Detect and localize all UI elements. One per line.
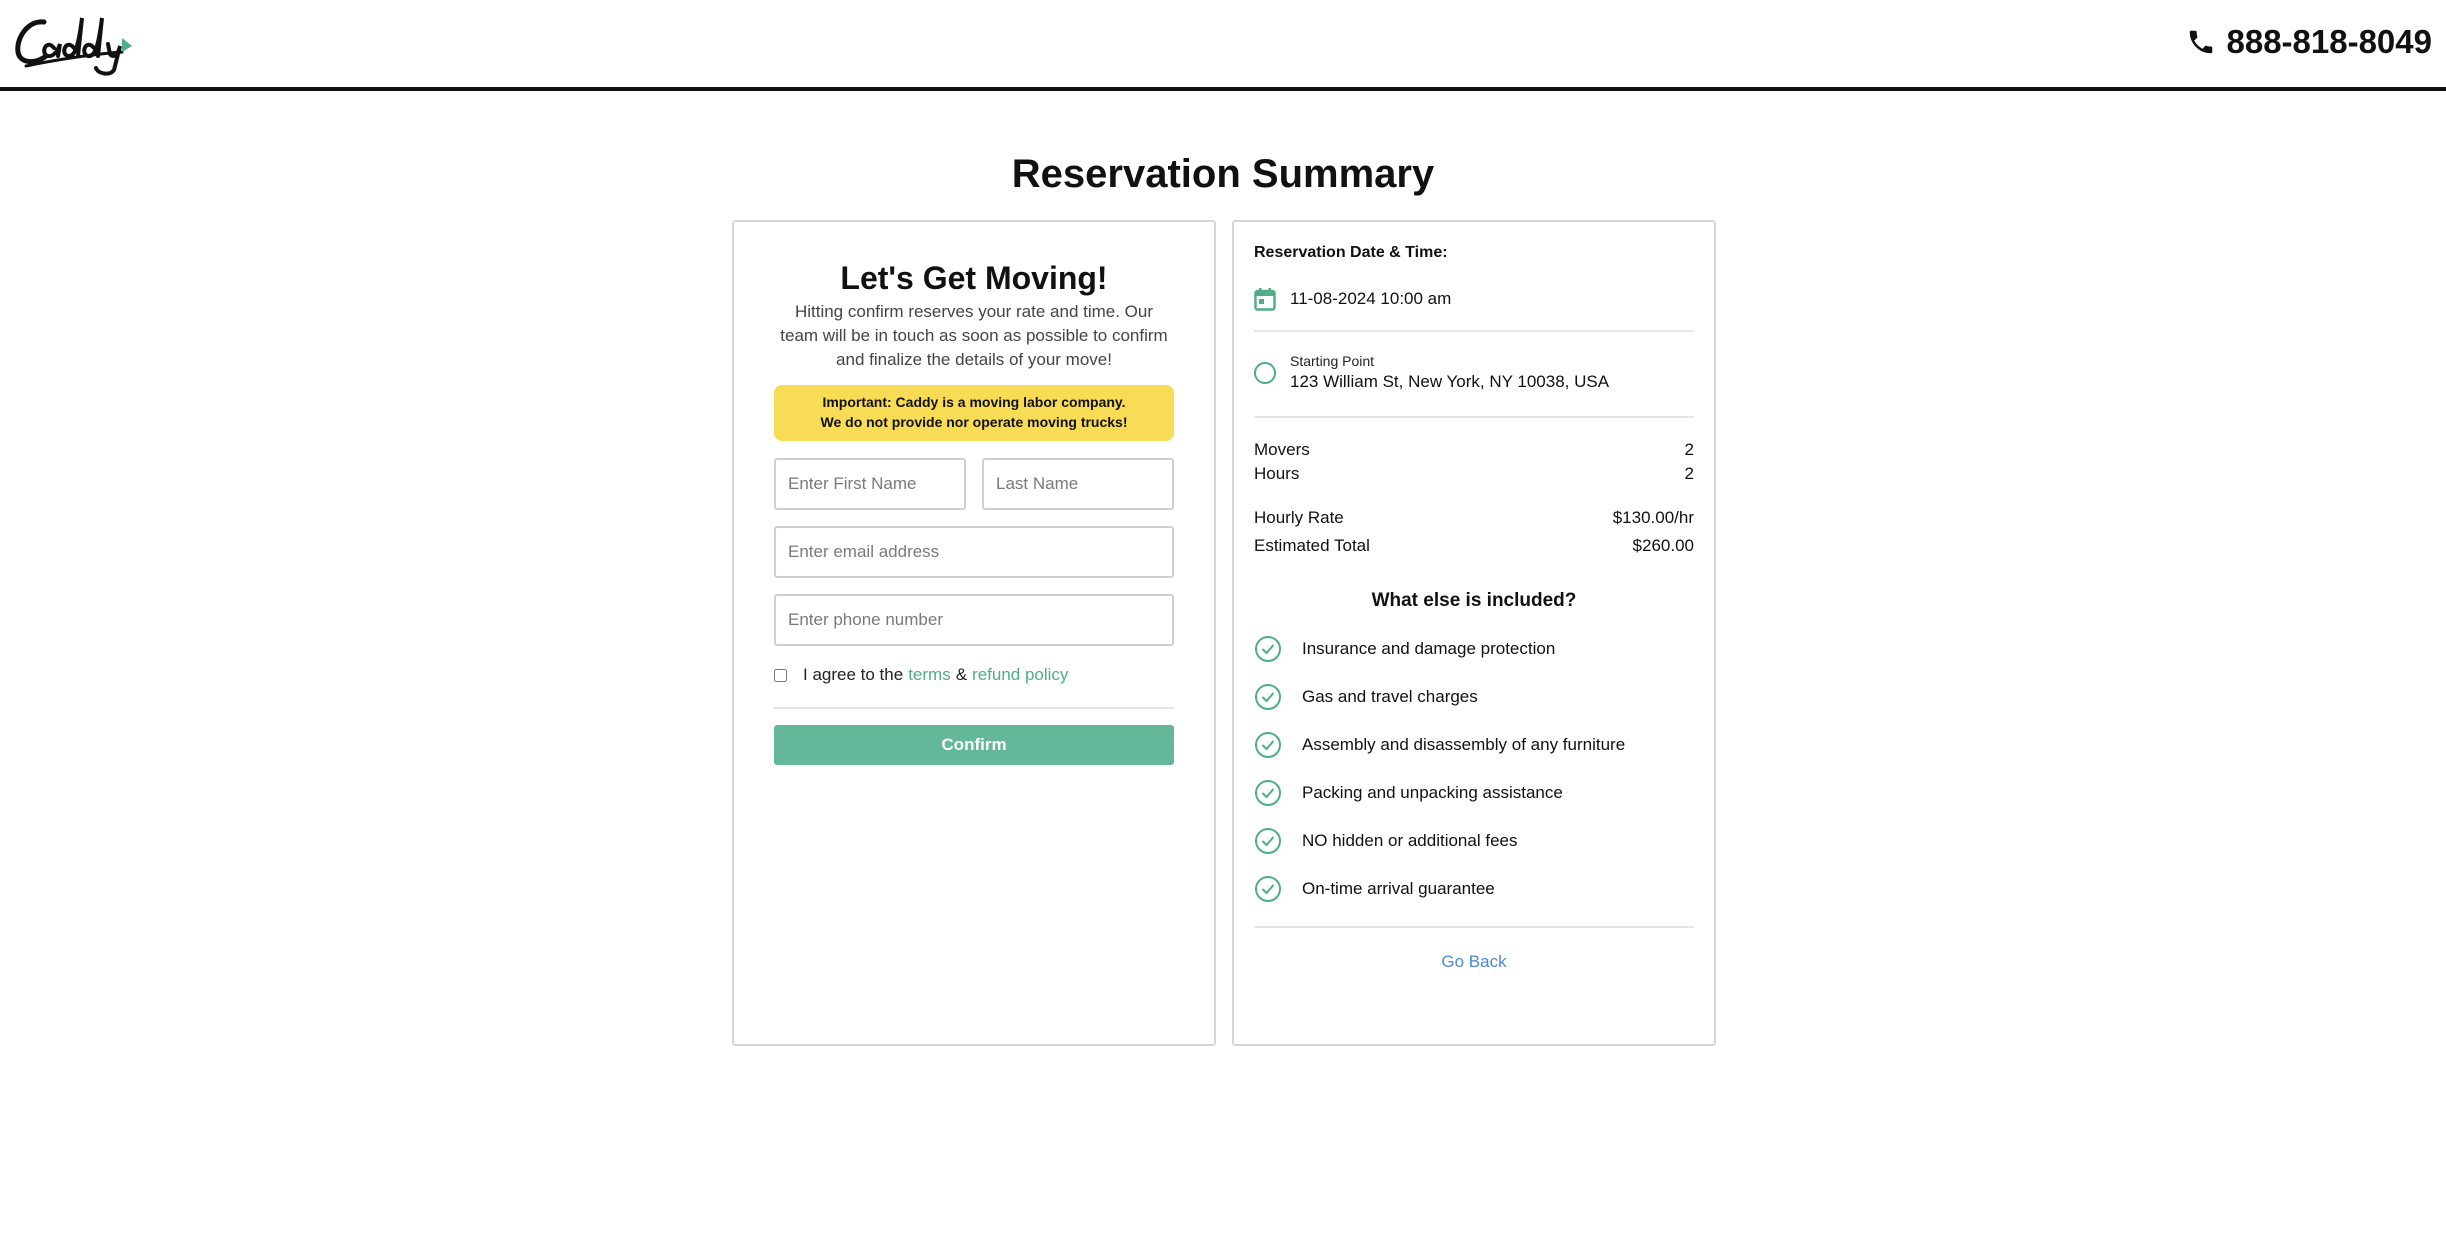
- included-title: What else is included?: [1371, 590, 1577, 611]
- movers-label: Movers: [1254, 440, 1310, 459]
- terms-agreement: [774, 663, 1174, 687]
- reservation-details-card: [1232, 220, 1716, 1046]
- included-item-label: Gas and travel charges: [1302, 687, 1478, 706]
- included-item-label: Insurance and damage protection: [1302, 639, 1556, 658]
- go-back-link[interactable]: Go Back: [1441, 952, 1507, 971]
- estimated-total-label: Estimated Total: [1254, 536, 1370, 555]
- movers-row: [1254, 438, 1694, 462]
- included-item: [1254, 825, 1517, 857]
- included-item-label: Assembly and disassembly of any furniture: [1302, 735, 1626, 754]
- form-description: Hitting confirm reserves your rate and time. Our team will be in touch as soon as possible to confirm and finalize the details of your move!: [780, 302, 1168, 369]
- date-time-row: [1254, 284, 1451, 314]
- date-time-value: 11-08-2024 10:00 am: [1290, 289, 1452, 308]
- last-name-input[interactable]: [982, 458, 1174, 510]
- agree-text: I agree to the: [803, 665, 904, 684]
- hourly-rate-value: $130.00/hr: [1612, 508, 1694, 527]
- included-item: [1254, 777, 1563, 809]
- check-circle-icon: [1254, 875, 1282, 903]
- date-time-label: Reservation Date & Time:: [1254, 244, 1448, 261]
- page-title: Reservation Summary: [1011, 152, 1435, 196]
- included-item-label: On-time arrival guarantee: [1302, 879, 1495, 898]
- included-item: [1254, 681, 1478, 713]
- phone-icon: [2186, 27, 2216, 57]
- divider: [1254, 416, 1694, 418]
- hours-row: [1254, 462, 1694, 486]
- included-item: [1254, 873, 1495, 905]
- check-circle-icon: [1254, 635, 1282, 663]
- phone-input[interactable]: [774, 594, 1174, 646]
- hourly-rate-label: Hourly Rate: [1254, 508, 1344, 527]
- agree-checkbox[interactable]: [774, 669, 787, 682]
- caddy-logo-graphic: [14, 8, 134, 76]
- phone-number: 888-818-8049: [2226, 23, 2432, 60]
- included-item-label: NO hidden or additional fees: [1302, 831, 1518, 850]
- hourly-rate-row: [1254, 506, 1694, 530]
- header-phone[interactable]: [2186, 22, 2432, 62]
- refund-policy-link[interactable]: refund policy: [972, 665, 1069, 684]
- hours-value: 2: [1684, 464, 1694, 483]
- divider: [1254, 926, 1694, 928]
- included-item: [1254, 633, 1555, 665]
- estimated-total-value: $260.00: [1632, 536, 1694, 555]
- important-notice: [774, 385, 1174, 441]
- contact-form-card: [732, 220, 1216, 1046]
- terms-link[interactable]: terms: [908, 665, 951, 684]
- form-title: Let's Get Moving!: [840, 260, 1108, 296]
- divider: [1254, 330, 1694, 332]
- estimated-total-row: [1254, 534, 1694, 558]
- email-input[interactable]: [774, 526, 1174, 578]
- starting-point: [1254, 352, 1609, 394]
- form-divider: [774, 707, 1174, 709]
- check-circle-icon: [1254, 683, 1282, 711]
- caddy-logo[interactable]: [14, 8, 134, 76]
- starting-point-address: 123 William St, New York, NY 10038, USA: [1290, 372, 1610, 391]
- ampersand-text: &: [955, 665, 968, 684]
- starting-point-label: Starting Point: [1290, 353, 1375, 369]
- included-item-label: Packing and unpacking assistance: [1302, 783, 1563, 802]
- site-header: [0, 0, 2446, 91]
- check-circle-icon: [1254, 779, 1282, 807]
- calendar-icon: [1254, 287, 1276, 311]
- notice-line-2: We do not provide nor operate moving trucks!: [820, 414, 1128, 430]
- hours-label: Hours: [1254, 464, 1300, 483]
- check-circle-icon: [1254, 731, 1282, 759]
- included-item: [1254, 729, 1625, 761]
- confirm-button[interactable]: Confirm: [774, 725, 1174, 765]
- first-name-input[interactable]: [774, 458, 966, 510]
- notice-line-1: Important: Caddy is a moving labor company.: [822, 394, 1126, 410]
- location-circle-icon: [1254, 362, 1276, 384]
- movers-value: 2: [1684, 440, 1694, 459]
- check-circle-icon: [1254, 827, 1282, 855]
